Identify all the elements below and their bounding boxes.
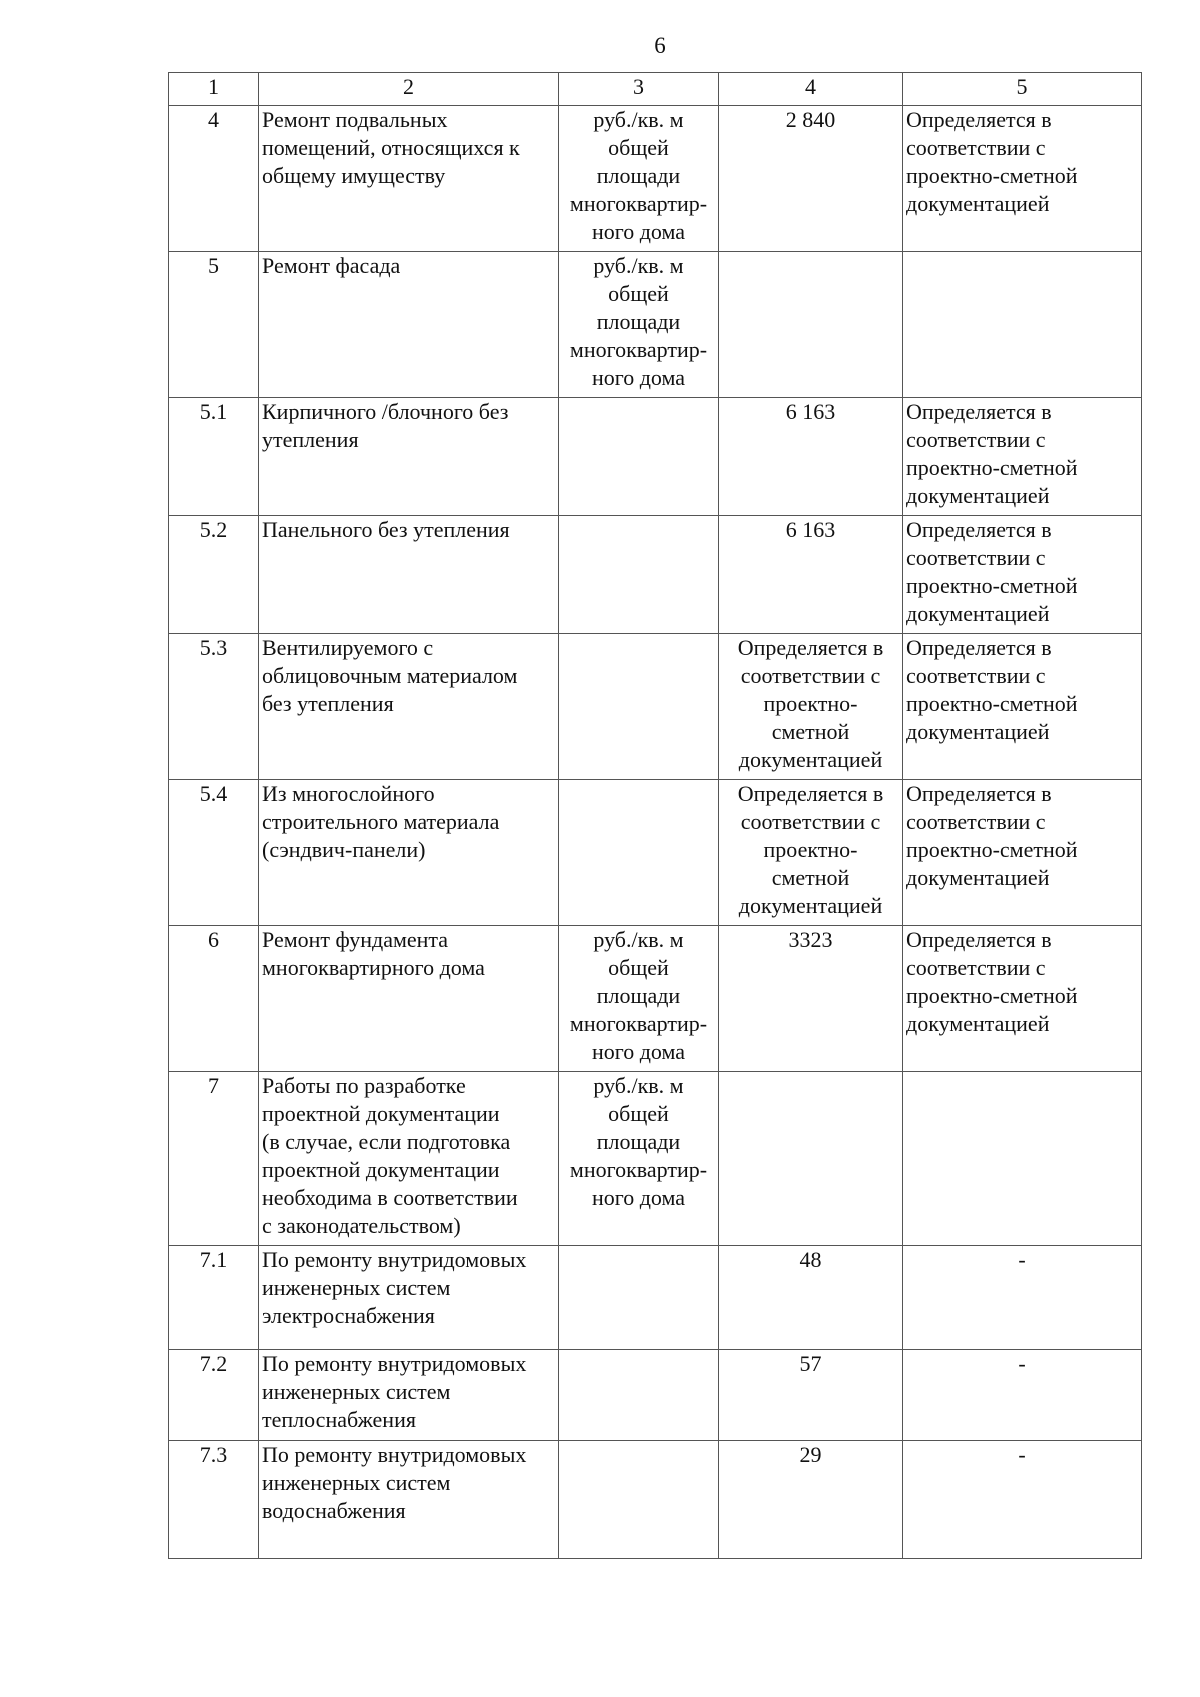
row-number: 7.3 [169, 1441, 259, 1559]
tariff-table [168, 72, 1142, 1559]
note-cell: Определяется в соответствии с проектно-сметной документацией [903, 516, 1142, 634]
row-number: 4 [169, 106, 259, 252]
row-number: 7 [169, 1072, 259, 1246]
work-name: Ремонт подвальных помещений, относящихся к общему имуществу [259, 106, 559, 252]
table-header-row [169, 73, 1142, 106]
table-row [169, 926, 1142, 1072]
work-name: По ремонту внутридомовых инженерных систем водоснабжения [259, 1441, 559, 1559]
row-number: 5.3 [169, 634, 259, 780]
work-name: Вентилируемого с облицовочным материалом без утепления [259, 634, 559, 780]
table-row [169, 1350, 1142, 1441]
unit-cell [559, 780, 719, 926]
unit-cell [559, 398, 719, 516]
row-number: 6 [169, 926, 259, 1072]
note-cell [903, 252, 1142, 398]
work-name: По ремонту внутридомовых инженерных систем теплоснабжения [259, 1350, 559, 1441]
value-cell: 6 163 [719, 516, 903, 634]
work-name: Ремонт фасада [259, 252, 559, 398]
unit-cell [559, 1441, 719, 1559]
note-cell: - [903, 1441, 1142, 1559]
header-cell: 4 [719, 73, 903, 106]
header-cell: 1 [169, 73, 259, 106]
table-row [169, 1072, 1142, 1246]
table-row [169, 780, 1142, 926]
value-cell: 6 163 [719, 398, 903, 516]
unit-cell: руб./кв. м общей площади многоквартир- ного дома [559, 252, 719, 398]
unit-cell [559, 634, 719, 780]
table-row [169, 516, 1142, 634]
table-row [169, 398, 1142, 516]
unit-cell [559, 1350, 719, 1441]
value-cell: 57 [719, 1350, 903, 1441]
header-cell: 2 [259, 73, 559, 106]
work-name: Работы по разработке проектной документации (в случае, если подготовка проектной документации необходима в соответствии с законодательством) [259, 1072, 559, 1246]
value-cell: Определяется в соответствии с проектно- сметной документацией [719, 780, 903, 926]
value-cell: 3323 [719, 926, 903, 1072]
table-row [169, 106, 1142, 252]
row-number: 5 [169, 252, 259, 398]
note-cell: Определяется в соответствии с проектно-сметной документацией [903, 106, 1142, 252]
value-cell: 2 840 [719, 106, 903, 252]
unit-cell: руб./кв. м общей площади многоквартир- ного дома [559, 926, 719, 1072]
note-cell: - [903, 1246, 1142, 1350]
work-name: Из многослойного строительного материала (сэндвич-панели) [259, 780, 559, 926]
note-cell: - [903, 1350, 1142, 1441]
note-cell: Определяется в соответствии с проектно-сметной документацией [903, 780, 1142, 926]
note-cell [903, 1072, 1142, 1246]
table-row [169, 1246, 1142, 1350]
work-name: По ремонту внутридомовых инженерных систем электроснабжения [259, 1246, 559, 1350]
work-name: Ремонт фундамента многоквартирного дома [259, 926, 559, 1072]
table-row [169, 634, 1142, 780]
value-cell: 48 [719, 1246, 903, 1350]
value-cell: Определяется в соответствии с проектно- сметной документацией [719, 634, 903, 780]
unit-cell [559, 516, 719, 634]
row-number: 5.4 [169, 780, 259, 926]
value-cell [719, 252, 903, 398]
unit-cell [559, 1246, 719, 1350]
value-cell: 29 [719, 1441, 903, 1559]
note-cell: Определяется в соответствии с проектно-сметной документацией [903, 634, 1142, 780]
unit-cell: руб./кв. м общей площади многоквартир- ного дома [559, 106, 719, 252]
note-cell: Определяется в соответствии с проектно-сметной документацией [903, 398, 1142, 516]
header-cell: 3 [559, 73, 719, 106]
value-cell [719, 1072, 903, 1246]
unit-cell: руб./кв. м общей площади многоквартир- ного дома [559, 1072, 719, 1246]
header-cell: 5 [903, 73, 1142, 106]
row-number: 7.1 [169, 1246, 259, 1350]
page-number: 6 [654, 33, 666, 58]
row-number: 5.1 [169, 398, 259, 516]
work-name: Панельного без утепления [259, 516, 559, 634]
table-row [169, 1441, 1142, 1559]
row-number: 7.2 [169, 1350, 259, 1441]
work-name: Кирпичного /блочного без утепления [259, 398, 559, 516]
row-number: 5.2 [169, 516, 259, 634]
note-cell: Определяется в соответствии с проектно-сметной документацией [903, 926, 1142, 1072]
table-row [169, 252, 1142, 398]
